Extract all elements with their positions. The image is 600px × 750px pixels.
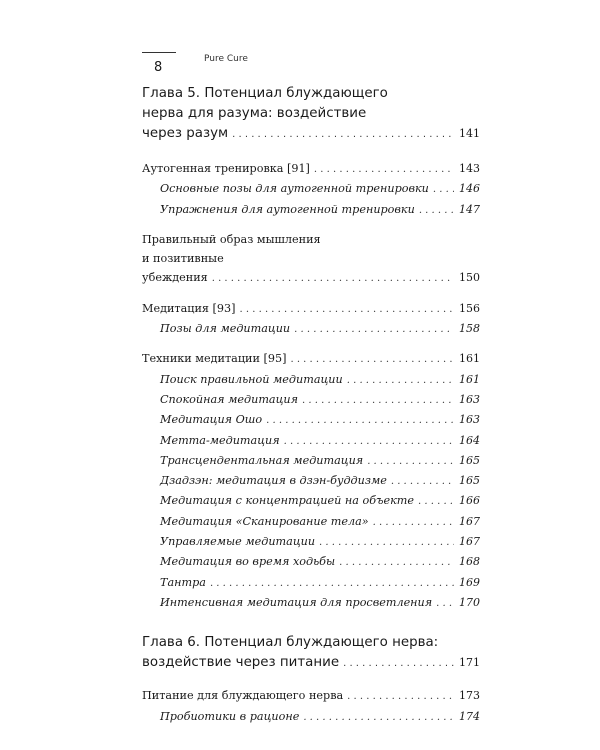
entry-title: Медитация во время ходьбы [160, 555, 336, 569]
toc-entry [142, 410, 480, 430]
chapter-6-title-line-1: Глава 6. Потенциал блуждающего нерва: [142, 635, 439, 651]
dot-leader [347, 371, 454, 390]
entry-title: Медитация «Сканирование тела» [160, 514, 369, 528]
chapter-6-heading [142, 633, 480, 674]
dot-leader [419, 201, 454, 220]
dot-leader [266, 411, 454, 430]
dot-leader [343, 654, 454, 674]
dot-leader [436, 594, 454, 613]
toc-entry [142, 471, 480, 491]
entry-page: 161 [459, 372, 480, 386]
entry-page: 150 [459, 271, 480, 285]
entry-page: 165 [459, 474, 480, 488]
entry-title: убеждения [142, 271, 208, 285]
toc-entry [142, 491, 480, 511]
entry-page: 167 [459, 514, 480, 528]
toc-entry [142, 451, 480, 471]
dot-leader [314, 160, 454, 179]
entry-title: Метта-медитация [160, 433, 280, 447]
chapter-5-heading [142, 84, 480, 145]
entry-page: 166 [459, 494, 480, 508]
toc-entry [142, 319, 480, 339]
entry-title: Пробиотики в рационе [160, 709, 300, 723]
toc-entry [142, 431, 480, 451]
entry-title-line-2: и позитивные [142, 252, 224, 266]
page-header [142, 52, 462, 80]
chapter-6-page: 171 [459, 656, 480, 670]
dot-leader [347, 687, 454, 706]
entry-page: 165 [459, 453, 480, 467]
toc-entry [142, 532, 480, 552]
dot-leader [433, 180, 454, 199]
toc-entry [142, 686, 480, 706]
dot-leader [232, 125, 454, 145]
dot-leader [294, 320, 454, 339]
entry-page: 161 [459, 352, 480, 366]
dot-leader [303, 708, 454, 727]
toc-entry [142, 593, 480, 613]
dot-leader [210, 574, 454, 593]
dot-leader [391, 472, 454, 491]
toc-entry [142, 179, 480, 199]
entry-page: 168 [459, 555, 480, 569]
dot-leader [284, 432, 454, 451]
entry-title: Медитация с концентрацией на объекте [160, 494, 415, 508]
chapter-5-page: 141 [459, 127, 480, 140]
dot-leader [367, 452, 454, 471]
chapter-5-title-line-3: через разум [142, 126, 229, 141]
toc-entry [142, 512, 480, 532]
entry-page: 169 [459, 575, 480, 589]
entry-title: Медитация [93] [142, 301, 236, 315]
entry-title: Дзадзэн: медитация в дзэн-буддизме [160, 474, 387, 488]
toc-entry [142, 268, 480, 288]
entry-page: 164 [459, 433, 480, 447]
entry-title: Трансцендентальная медитация [160, 453, 364, 467]
entry-title: Позы для медитации [160, 322, 291, 336]
entry-page: 173 [459, 689, 480, 703]
entry-page: 170 [459, 595, 480, 609]
entry-title: Тантра [160, 575, 206, 589]
dot-leader [290, 350, 454, 369]
entry-page: 174 [459, 709, 480, 723]
toc-entry [142, 552, 480, 572]
dot-leader [339, 553, 454, 572]
dot-leader [302, 391, 454, 410]
dot-leader [373, 513, 454, 532]
dot-leader [212, 269, 454, 288]
toc-entry [142, 370, 480, 390]
entry-page: 143 [459, 162, 480, 175]
toc-entry [142, 653, 480, 674]
toc-entry [142, 200, 480, 220]
entry-page: 156 [459, 301, 480, 315]
entry-page: 158 [459, 322, 480, 336]
entry-page: 146 [459, 182, 480, 196]
entry-page: 167 [459, 535, 480, 549]
entry-page: 163 [459, 413, 480, 427]
entry-title: Спокойная медитация [160, 392, 299, 406]
header-rule [142, 52, 176, 53]
entry-title-line-1: Правильный образ мышления [142, 232, 321, 246]
entry-title: Поиск правильной медитации [160, 372, 343, 386]
entry-title: Основные позы для аутогенной тренировки [160, 182, 429, 196]
running-title: Pure Cure [204, 54, 248, 64]
dot-leader [240, 300, 454, 319]
entry-page: 163 [459, 392, 480, 406]
toc-entry [142, 124, 480, 145]
entry-title: Аутогенная тренировка [91] [142, 162, 310, 175]
entry-title: Медитация Ошо [160, 413, 263, 427]
entry-title: Упражнения для аутогенной тренировки [160, 202, 415, 216]
toc-entry [142, 159, 480, 179]
chapter-5-title-line-1: Глава 5. Потенциал блуждающего [142, 86, 388, 101]
entry-title: Интенсивная медитация для просветления [160, 595, 433, 609]
dot-leader [319, 533, 454, 552]
table-of-contents [142, 84, 480, 727]
dot-leader [418, 492, 454, 511]
entry-page: 147 [459, 202, 480, 216]
entry-title: Техники медитации [95] [142, 352, 287, 366]
toc-entry [142, 390, 480, 410]
toc-entry [142, 349, 480, 369]
chapter-6-title-line-2: воздействие через питание [142, 655, 340, 671]
toc-entry [142, 573, 480, 593]
entry-title: Питание для блуждающего нерва [142, 689, 344, 703]
entry-title: Управляемые медитации [160, 535, 316, 549]
toc-entry [142, 299, 480, 319]
page-number: 8 [154, 60, 163, 75]
toc-entry [142, 707, 480, 727]
chapter-5-title-line-2: нерва для разума: воздействие [142, 106, 367, 121]
